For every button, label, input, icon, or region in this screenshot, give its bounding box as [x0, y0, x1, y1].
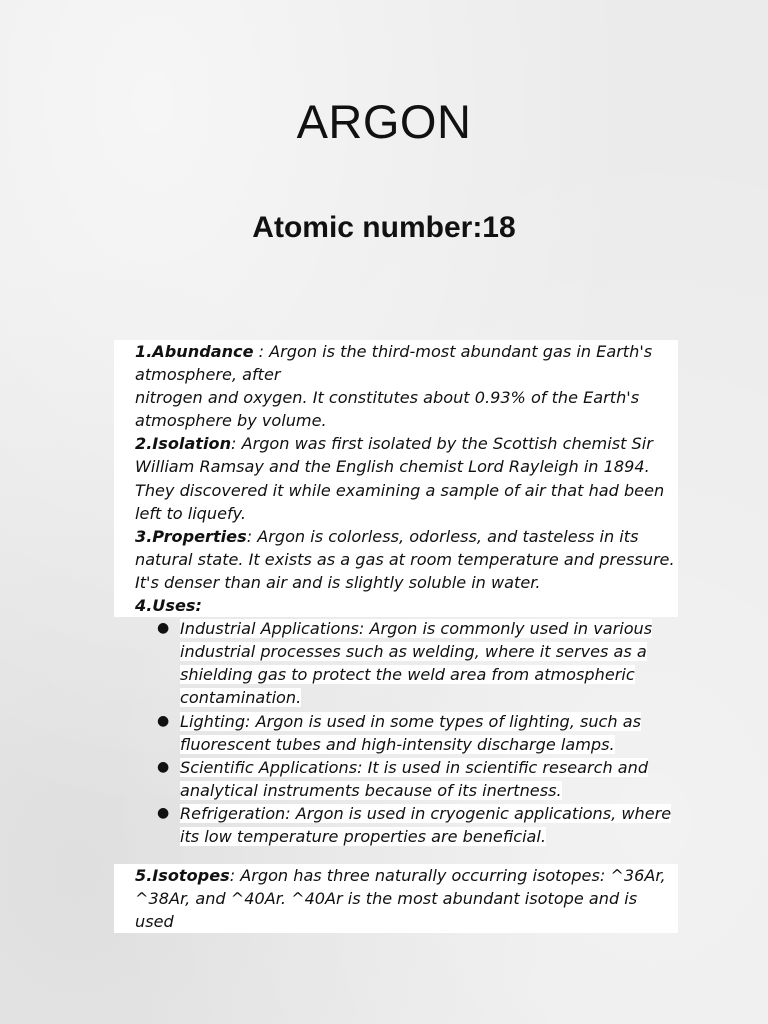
abundance-separator: :	[253, 342, 270, 361]
uses-list	[0, 617, 768, 848]
uses-paragraph	[135, 594, 678, 617]
isolation-text: : Argon was first isolated by the Scottish chemist Sir William Ramsay and the English chemist Lord Rayleigh in 1894. They discovered it while examining a sample of air that had been left to liquefy.	[135, 434, 665, 523]
list-item	[0, 710, 678, 756]
bullet-icon: ●	[157, 620, 170, 637]
isolation-heading: 2.Isolation	[135, 434, 232, 454]
uses-heading: 4.Uses:	[135, 596, 202, 616]
isolation-paragraph	[135, 432, 678, 524]
document-body	[0, 340, 768, 950]
document-title: ARGON	[296, 95, 472, 148]
section-isotopes	[114, 864, 678, 933]
isotopes-text: : Argon has three naturally occurring isotopes: ^36Ar, ^38Ar, and ^40Ar. ^40Ar is the most abundant isotope and is used	[135, 866, 666, 932]
uses-item-lighting: Lighting: Argon is used in some types of lighting, such as fluorescent tubes and high-intensity discharge lamps.	[180, 711, 641, 754]
section-abundance	[114, 340, 678, 617]
properties-heading: 3.Properties	[135, 526, 247, 546]
bullet-icon: ●	[157, 758, 170, 775]
list-item	[0, 802, 678, 848]
abundance-text-line2: nitrogen and oxygen. It constitutes about 0.93% of the Earth's atmosphere by volume.	[135, 388, 640, 431]
list-item	[0, 617, 678, 709]
isotopes-heading: 5.Isotopes	[135, 866, 230, 886]
abundance-heading: 1.Abundance	[135, 342, 254, 361]
uses-item-scientific: Scientific Applications: It is used in scientific research and analytical instruments because of its inertness.	[180, 757, 649, 800]
list-item	[0, 756, 678, 802]
properties-text: : Argon is colorless, odorless, and tasteless in its natural state. It exists as a gas at room temperature and pressure. It's denser than air and is slightly soluble in water.	[135, 526, 675, 592]
bullet-icon: ●	[157, 712, 170, 729]
abundance-paragraph	[135, 340, 678, 432]
bullet-icon: ●	[157, 804, 170, 821]
uses-item-industrial: Industrial Applications: Argon is commonly used in various industrial processes such as welding, where it serves as a shielding gas to protect the weld area from atmospheric contamination.	[180, 619, 653, 708]
properties-paragraph	[135, 525, 678, 594]
document-subtitle: Atomic number:18	[252, 211, 516, 244]
uses-item-refrigeration: Refrigeration: Argon is used in cryogenic applications, where its low temperature properties are beneficial.	[180, 803, 672, 846]
abundance-text-line1: Argon is the third-most abundant gas in Earth's atmosphere, after	[135, 342, 653, 385]
isotopes-paragraph	[135, 864, 678, 933]
